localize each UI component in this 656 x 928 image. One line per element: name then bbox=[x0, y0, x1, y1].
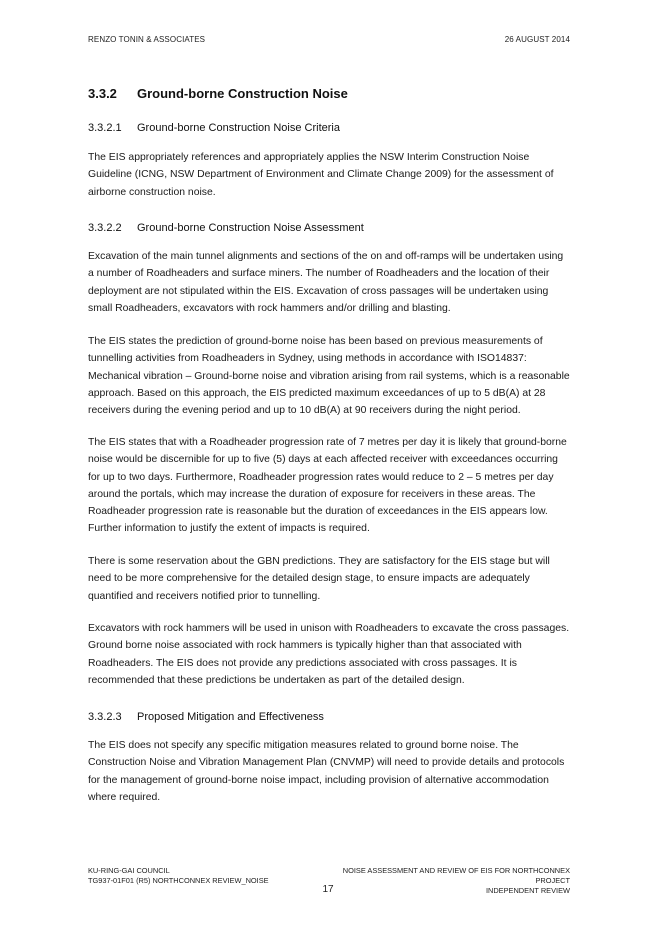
paragraph-prediction: The EIS states the prediction of ground-borne noise has been based on previous measurements of tunnelling activities from Roadheaders in Sydney, using methods in accordance with ISO14837: Mechanical vibration – Ground-borne noise and vibration arising from rail systems, which is a reasonable approach. Based on this approach, the EIS predicted maximum exceedances of up to 5 dB(A) at 28 receivers during the evening period and up to 10 dB(A) at 90 receivers during the night period. bbox=[88, 336, 570, 417]
section-title: Ground-borne Construction Noise bbox=[137, 86, 348, 101]
footer-report-type: INDEPENDENT REVIEW bbox=[485, 886, 570, 895]
footer-report-title-cont: PROJECT bbox=[535, 876, 570, 885]
paragraph-reservation: There is some reservation about the GBN predictions. They are satisfactory for the EIS stage but will need to be more comprehensive for the detailed design stage, to ensure impacts are adequately quantified and receivers notified prior to tunnelling. bbox=[88, 556, 550, 602]
subsection-heading-mitigation bbox=[88, 711, 324, 723]
page-number: 17 bbox=[322, 884, 334, 895]
footer-report-title: NOISE ASSESSMENT AND REVIEW OF EIS FOR NORTHCONNEX bbox=[342, 866, 570, 875]
section-heading bbox=[88, 86, 348, 101]
paragraph-excavation: Excavation of the main tunnel alignments and sections of the on and off-ramps will be undertaken using a number of Roadheaders and surface miners. The number of Roadheaders and the location of their deployment are not stipulated within the EIS. Excavation of cross passages will be undertaken using small Roadheaders, excavators with rock hammers and/or drilling and blasting. bbox=[88, 251, 564, 314]
paragraph-progression: The EIS states that with a Roadheader progression rate of 7 metres per day it is likely that ground-borne noise would be discernible for up to five (5) days at each affected receiver with exceedances occurring for up to two days. Furthermore, Roadheader progression rates would reduce to 2 – 5 metres per day around the portals, which may increase the duration of exposure for receivers in these areas. The Roadheader progression rate is reasonable but the duration of exceedances in the EIS appears low. Further information to justify the extent of impacts is required. bbox=[88, 437, 567, 535]
footer-client: KU-RING-GAI COUNCIL bbox=[88, 866, 170, 875]
footer-left bbox=[88, 866, 269, 886]
subsection-number: 3.3.2.2 bbox=[88, 222, 122, 234]
subsection-heading-assessment bbox=[88, 222, 364, 234]
paragraph-mitigation: The EIS does not specify any specific mitigation measures related to ground borne noise. The Construction Noise and Vibration Management Plan (CNVMP) will need to provide details and protocols for the management of ground-borne noise impact, including provision of alternative accommodation where required. bbox=[88, 740, 565, 803]
subsection-heading-criteria bbox=[88, 122, 340, 134]
subsection-title: Ground-borne Construction Noise Criteria bbox=[137, 122, 340, 134]
subsection-number: 3.3.2.1 bbox=[88, 122, 122, 134]
paragraph-rock-hammers: Excavators with rock hammers will be used in unison with Roadheaders to excavate the cross passages. Ground borne noise associated with rock hammers is typically higher than that associated with Roadheaders. The EIS does not provide any predictions associated with cross passages. It is recommended that these predictions be undertaken as part of the detailed design. bbox=[88, 623, 570, 686]
footer-doc-ref: TG937-01F01 (R5) NORTHCONNEX REVIEW_NOISE bbox=[88, 876, 269, 885]
header-date: 26 AUGUST 2014 bbox=[504, 35, 570, 44]
subsection-number: 3.3.2.3 bbox=[88, 711, 122, 723]
section-number: 3.3.2 bbox=[88, 86, 117, 101]
footer-right bbox=[343, 866, 570, 896]
paragraph-criteria: The EIS appropriately references and appropriately applies the NSW Interim Construction Noise Guideline (ICNG, NSW Department of Environment and Climate Change 2009) for the assessment of airborne construction noise. bbox=[88, 152, 554, 198]
header-company: RENZO TONIN & ASSOCIATES bbox=[88, 35, 206, 44]
subsection-title: Ground-borne Construction Noise Assessment bbox=[137, 222, 364, 234]
subsection-title: Proposed Mitigation and Effectiveness bbox=[137, 711, 324, 723]
